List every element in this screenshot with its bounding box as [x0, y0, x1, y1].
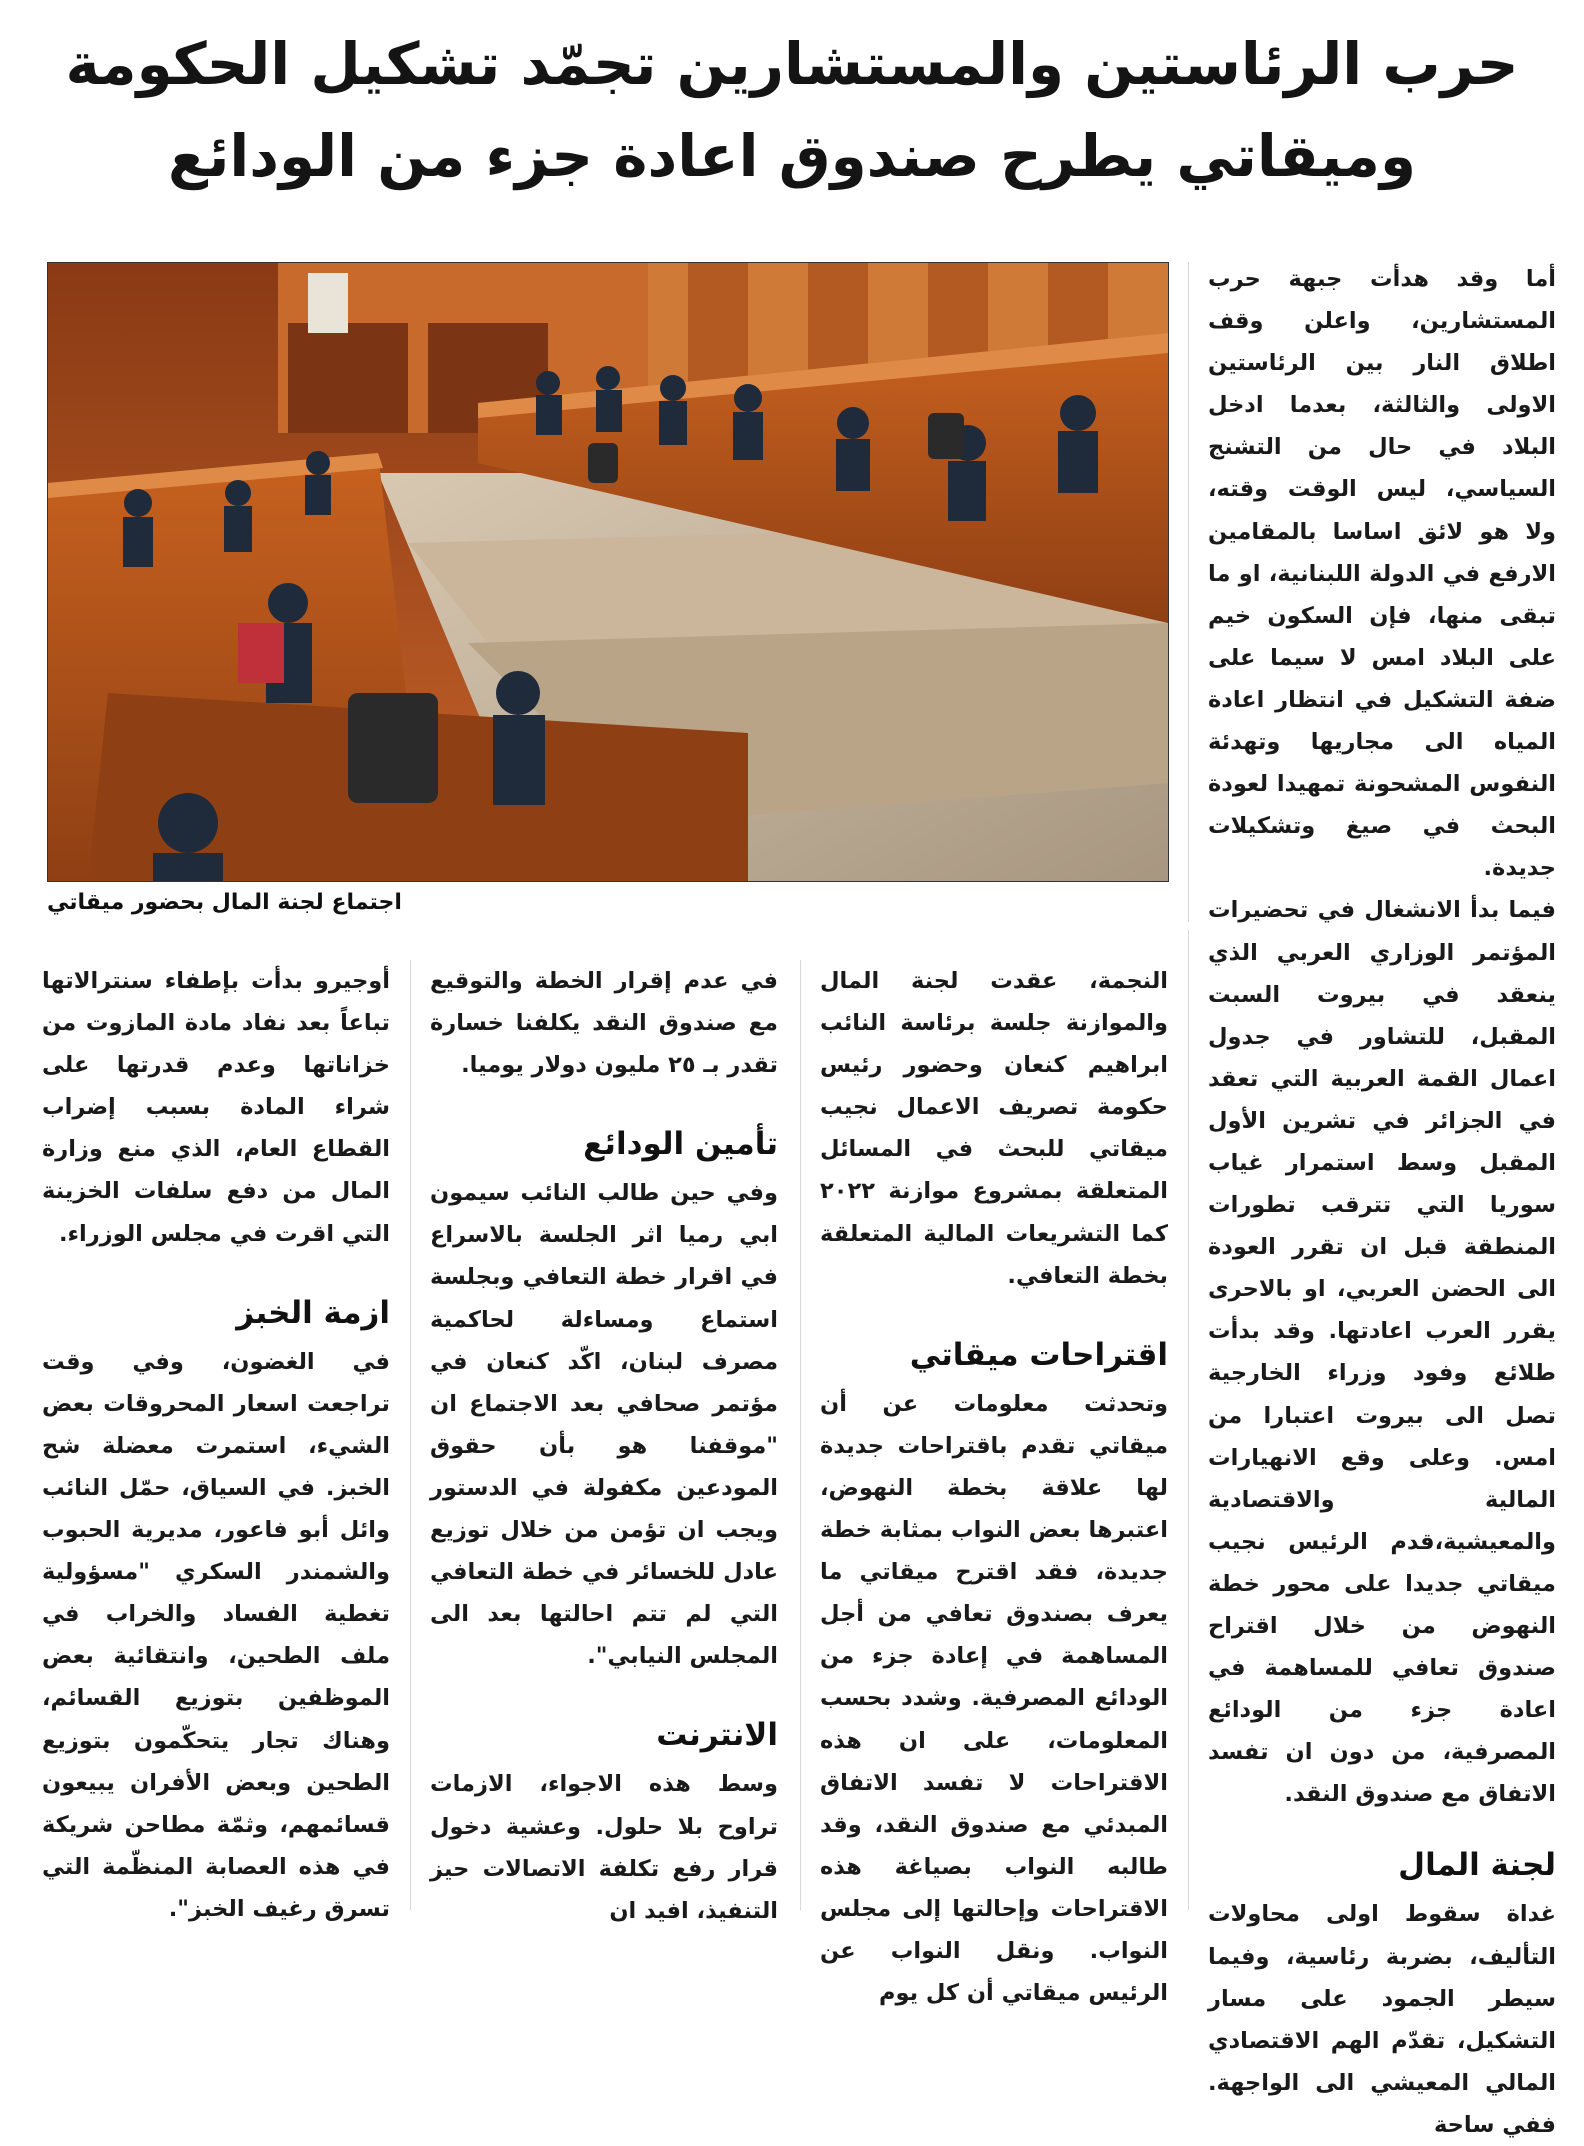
subheading-deposit-security: تأمين الودائع: [583, 1126, 778, 1163]
paragraph: وفي حين طالب النائب سيمون ابي رميا اثر الجلسة بالاسراع في اقرار خطة التعافي وبجلسة استماع ومساءلة لحاكمية مصرف لبنان، اكّد كنعان في مؤتمر صحافي بعد الاجتماع ان "موقفنا هو بأن حقوق المودعين مكفولة في الدستور ويجب ان تؤمن من خلال توزيع عادل للخسائر في خطة التعافي التي لم تتم احالتها بعد الى المجلس النيابي".: [430, 1180, 778, 1670]
paragraph: وسط هذه الاجواء، الازمات تراوح بلا حلول. وعشية دخول قرار رفع تكلفة الاتصالات حيز التنفيذ، افيد ان: [430, 1771, 778, 1924]
paragraph: وتحدثت معلومات عن أن ميقاتي تقدم باقتراحات جديدة لها علاقة بخطة النهوض، اعتبرها بعض النواب بمثابة خطة جديدة، فقد اقترح ميقاتي ما يعرف بصندوق تعافي من أجل المساهمة في إعادة جزء من الودائع المصرفية. وشدد بحسب المعلومات، على ان هذه الاقتراحات لا تفسد الاتفاق المبدئي مع صندوق النقد، وقد طالبه النواب بصياغة هذه الاقتراحات وإحالتها إلى مجلس النواب. ونقل النواب عن الرئيس ميقاتي أن كل يوم: [820, 1390, 1168, 2007]
article-column-3: [430, 960, 778, 1932]
column-divider: [800, 960, 801, 1910]
paragraph: أوجيرو بدأت بإطفاء سنترالاتها تباعاً بعد نفاد مادة المازوت من خزاناتها وعدم قدرتها على شراء المادة بسبب إضراب القطاع العام، الذي منع وزارة المال من دفع سلفات الخزينة التي اقرت في مجلس الوزراء.: [42, 968, 390, 1247]
subheading-bread-crisis: ازمة الخبز: [236, 1294, 390, 1331]
subheading-finance-committee: لجنة المال: [1398, 1847, 1556, 1884]
photo-caption-text: اجتماع لجنة المال بحضور ميقاتي: [47, 890, 402, 915]
article-photo: [47, 262, 1169, 882]
paragraph: غداة سقوط اولى محاولات التأليف، بضربة رئاسية، وفيما سيطر الجمود على مسار التشكيل، تقدّم الهم الاقتصادي المالي المعيشي الى الواجهة. ففي ساحة: [1208, 1901, 1556, 2138]
article-column-1: [1208, 258, 1556, 2146]
paragraph: في عدم إقرار الخطة والتوقيع مع صندوق النقد يكلفنا خسارة تقدر بـ ٢٥ مليون دولار يوميا.: [430, 968, 778, 1079]
subheading-internet: الانترنت: [656, 1717, 778, 1754]
article-column-4: [42, 960, 390, 1930]
paragraph: أما وقد هدأت جبهة حرب المستشارين، واعلن وقف اطلاق النار بين الرئاستين الاولى والثالثة، بعدما ادخل البلاد في حال من التشنج السياسي، ليس الوقت وقته، ولا هو لائق اساسا بالمقامين الارفع في الدولة اللبنانية، او ما تبقى منها، فإن السكون خيم على البلاد امس لا سيما على ضفة التشكيل في انتظار اعادة المياه الى مجاريها وتهدئة النفوس المشحونة تمهيدا لعودة البحث في صيغ وتشكيلات جديدة.: [1208, 266, 1556, 882]
article-column-2: [820, 960, 1168, 2014]
committee-meeting-image: [48, 263, 1168, 881]
headline: [40, 18, 1544, 202]
column-divider: [410, 960, 411, 1910]
photo-caption: [47, 890, 1167, 915]
headline-line-2: وميقاتي يطرح صندوق اعادة جزء من الودائع: [167, 122, 1417, 190]
paragraph: النجمة، عقدت لجنة المال والموازنة جلسة برئاسة النائب ابراهيم كنعان وحضور رئيس حكومة تصريف الاعمال نجيب ميقاتي للبحث في المسائل المتعلقة بمشروع موازنة ٢٠٢٢ كما التشريعات المالية المتعلقة بخطة التعافي.: [820, 968, 1168, 1289]
headline-line-1: حرب الرئاستين والمستشارين تجمّد تشكيل الحكومة: [65, 30, 1519, 98]
column-divider: [1188, 262, 1189, 922]
column-divider: [1188, 930, 1189, 1910]
paragraph: فيما بدأ الانشغال في تحضيرات المؤتمر الوزاري العربي الذي ينعقد في بيروت السبت المقبل، للتشاور في جدول اعمال القمة العربية التي تعقد في الجزائر في تشرين الأول المقبل وسط استمرار غياب سوريا التي تترقب تطورات المنطقة قبل ان تقرر العودة الى الحضن العربي، او بالاحرى يقرر العرب اعادتها. وقد بدأت طلائع وفود وزراء الخارجية تصل الى بيروت اعتبارا من امس. وعلى وقع الانهيارات المالية والاقتصادية والمعيشية،قدم الرئيس نجيب ميقاتي جديدا على محور خطة النهوض من خلال اقتراح صندوق تعافي للمساهمة في اعادة جزء من الودائع المصرفية، من دون ان تفسد الاتفاق مع صندوق النقد.: [1208, 897, 1556, 1808]
paragraph: في الغضون، وفي وقت تراجعت اسعار المحروقات بعض الشيء، استمرت معضلة شح الخبز. في السياق، حمّل النائب وائل أبو فاعور، مديرية الحبوب والشمندر السكري "مسؤولية تغطية الفساد والخراب في ملف الطحين، وانتقائية بعض الموظفين بتوزيع القسائم، وهناك تجار يتحكّمون بتوزيع الطحين وبعض الأفران يبيعون قسائمهم، وثمّة مطاحن شريكة في هذه العصابة المنظّمة التي تسرق رغيف الخبز".: [42, 1348, 390, 1922]
subheading-mikati-proposals: اقتراحات ميقاتي: [909, 1336, 1168, 1373]
